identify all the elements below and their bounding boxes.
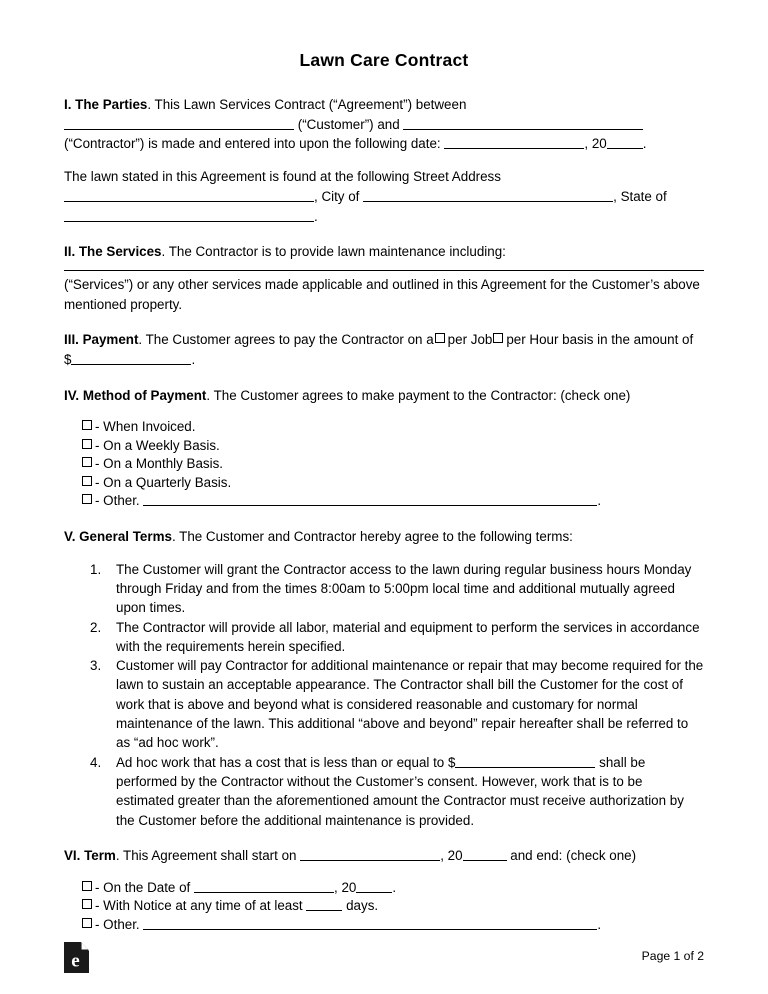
section-services-after: (“Services”) or any other services made applicable and outlined in this Agreement for the Customer’s above mentioned property. xyxy=(64,276,700,312)
agreement-period: . xyxy=(642,136,647,152)
checkbox-monthly[interactable] xyxy=(82,457,92,467)
option-label: - Other. xyxy=(95,916,140,932)
list-item[interactable] xyxy=(64,455,704,474)
term-end-year-blank[interactable] xyxy=(356,879,392,893)
address-intro: The lawn stated in this Agreement is found at the following Street Address xyxy=(64,169,501,185)
term-text: The Customer will grant the Contractor access to the lawn during regular business hours Monday through Friday and from the times 8:00am to 5:00pm local time and additional mutually agreed upon times. xyxy=(116,561,692,616)
option-per-hour-label: per Hour basis in the amount of $ xyxy=(64,332,694,368)
agreement-date-blank[interactable] xyxy=(444,136,584,150)
city-label: , City of xyxy=(314,188,360,204)
section-term-text-a: . This Agreement shall start on xyxy=(115,847,297,863)
list-item[interactable] xyxy=(64,437,704,456)
checkbox-other-payment[interactable] xyxy=(82,494,92,504)
section-address xyxy=(64,167,704,226)
section-general-terms-heading: V. General Terms xyxy=(64,528,172,544)
list-item[interactable] xyxy=(64,897,704,916)
checkbox-quarterly[interactable] xyxy=(82,476,92,486)
section-term-heading: VI. Term xyxy=(64,847,116,863)
option-label: - On a Quarterly Basis. xyxy=(95,474,232,490)
term-text: Customer will pay Contractor for additional maintenance or repair that may become required for the lawn to sustain an acceptable appearance. The Contractor shall bill the Customer for the cost of work that is above and beyond what is considered reasonable and customary for normal maintenance of the lawn. This additional “above and beyond” repair hereafter shall be referred to as “ad hoc work”. xyxy=(116,658,704,751)
document-body xyxy=(64,50,704,934)
state-label: , State of xyxy=(613,188,667,204)
checkbox-with-notice[interactable] xyxy=(82,899,92,909)
section-parties xyxy=(64,95,704,154)
ad-hoc-cost-blank[interactable] xyxy=(455,754,595,768)
list-item[interactable] xyxy=(64,418,704,437)
term-text-part1: Ad hoc work that has a cost that is less than or equal to $ xyxy=(116,754,456,770)
payment-amount-blank[interactable] xyxy=(71,351,191,365)
eforms-logo xyxy=(64,942,90,974)
general-terms-list xyxy=(64,560,704,830)
section-term-text-b: and end: (check one) xyxy=(510,847,637,863)
option-label-a: - With Notice at any time of at least xyxy=(95,898,303,913)
document-e-icon xyxy=(64,942,90,974)
option-label: - When Invoiced. xyxy=(95,419,196,435)
term-end-options xyxy=(64,879,704,935)
city-blank[interactable] xyxy=(363,188,613,202)
section-general-terms xyxy=(64,527,704,547)
list-item[interactable] xyxy=(64,492,704,511)
option-label: - On a Monthly Basis. xyxy=(95,456,224,472)
section-payment-heading: III. Payment xyxy=(64,332,139,348)
checkbox-per-hour[interactable] xyxy=(493,333,503,343)
option-label: - On the Date of xyxy=(95,879,191,895)
list-item xyxy=(64,753,704,830)
services-description-blank[interactable] xyxy=(64,270,704,271)
checkbox-when-invoiced[interactable] xyxy=(82,420,92,430)
checkbox-on-the-date-of[interactable] xyxy=(82,881,92,891)
page-footer xyxy=(64,940,704,986)
section-parties-line1: . This Lawn Services Contract (“Agreement”) between xyxy=(147,97,467,112)
term-end-date-blank[interactable] xyxy=(194,879,334,893)
customer-name-blank[interactable] xyxy=(64,116,294,130)
term-end-year-prefix: , 20 xyxy=(334,879,357,895)
option-label: - Other. xyxy=(95,493,140,509)
contractor-name-blank[interactable] xyxy=(403,116,643,130)
checkbox-other-term[interactable] xyxy=(82,918,92,928)
payment-period: . xyxy=(191,352,196,368)
term-text: The Contractor will provide all labor, material and equipment to perform the services in accordance with the requirements herein specified. xyxy=(116,619,700,654)
checkbox-per-job[interactable] xyxy=(435,333,445,343)
method-of-payment-options xyxy=(64,418,704,511)
term-start-year-blank[interactable] xyxy=(463,847,507,861)
list-item[interactable] xyxy=(64,879,704,898)
section-services xyxy=(64,242,704,314)
agreement-year-prefix: , 20 xyxy=(584,136,607,152)
section-payment-text: . The Customer agrees to pay the Contractor on a xyxy=(138,332,434,348)
list-item[interactable] xyxy=(64,474,704,493)
section-services-heading: II. The Services xyxy=(64,244,162,260)
option-label: - On a Weekly Basis. xyxy=(95,437,220,453)
section-method-of-payment xyxy=(64,386,704,406)
agreement-year-blank[interactable] xyxy=(607,136,643,150)
option-per-job-label: per Job xyxy=(447,332,493,348)
section-method-text: . The Customer agrees to make payment to the Contractor: (check one) xyxy=(206,387,631,403)
list-item xyxy=(64,618,704,657)
term-year-prefix: , 20 xyxy=(440,847,463,863)
section-services-intro: . The Contractor is to provide lawn maintenance including: xyxy=(161,244,506,260)
customer-label: (“Customer”) and xyxy=(297,116,400,132)
contractor-text: (“Contractor”) is made and entered into upon the following date: xyxy=(64,136,441,152)
other-term-blank[interactable] xyxy=(143,916,597,930)
svg-text:e: e xyxy=(71,950,80,972)
section-payment xyxy=(64,330,704,369)
section-method-heading: IV. Method of Payment xyxy=(64,387,207,403)
other-payment-blank[interactable] xyxy=(143,493,597,507)
checkbox-weekly[interactable] xyxy=(82,439,92,449)
address-end-period: . xyxy=(314,208,318,224)
term-start-date-blank[interactable] xyxy=(300,847,440,861)
page-title: Lawn Care Contract xyxy=(299,50,469,70)
section-parties-heading: I. The Parties xyxy=(64,97,148,112)
section-general-terms-intro: . The Customer and Contractor hereby agree to the following terms: xyxy=(171,528,573,544)
notice-days-blank[interactable] xyxy=(306,897,342,911)
state-blank[interactable] xyxy=(64,208,314,222)
option-label-b: days. xyxy=(346,898,379,913)
list-item[interactable] xyxy=(64,916,704,935)
street-address-blank[interactable] xyxy=(64,188,314,202)
other-term-period: . xyxy=(597,916,602,932)
list-item xyxy=(64,560,704,618)
term-text-part2: shall be performed by the Contractor without the Customer’s consent. However, work that is to be estimated greater than the aforementioned amount the Contractor must receive authorization by the Customer before the additional maintenance is provided. xyxy=(116,754,684,828)
term-end-period: . xyxy=(392,879,397,895)
section-term xyxy=(64,846,704,866)
list-item xyxy=(64,656,704,752)
other-payment-period: . xyxy=(597,493,602,509)
page-number: Page 1 of 2 xyxy=(641,949,704,963)
